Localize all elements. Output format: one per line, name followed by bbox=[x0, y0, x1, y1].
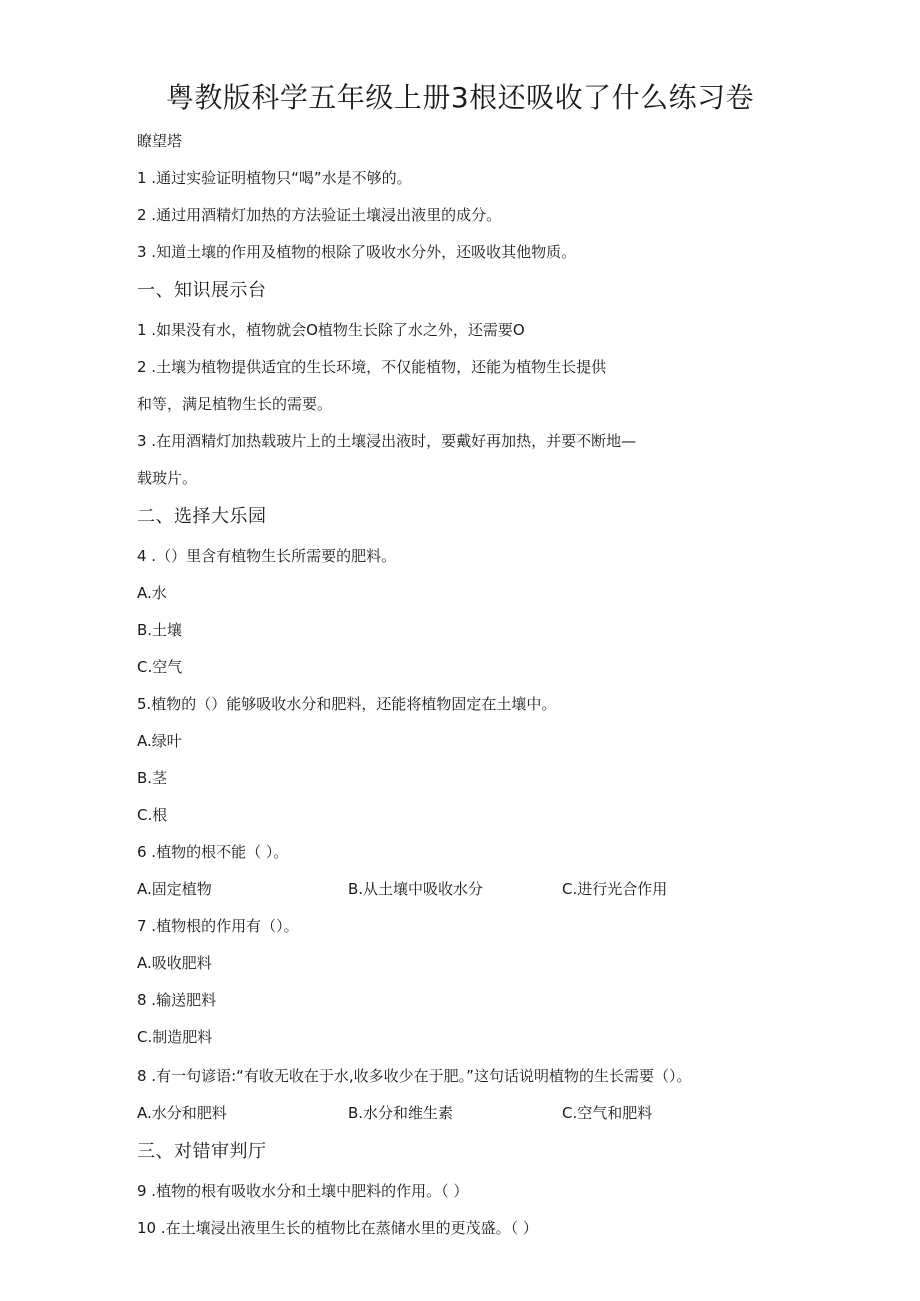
overview-item-3: 3 .知道土壤的作用及植物的根除了吸收水分外，还吸收其他物质。 bbox=[137, 243, 577, 261]
section-1-heading: 一、知识展示台 bbox=[137, 280, 267, 301]
question-6-option-a: A.固定植物 bbox=[137, 880, 212, 898]
question-7-stem: 7 .植物根的作用有（）。 bbox=[137, 917, 299, 935]
question-1: 1 .如果没有水，植物就会O植物生长除了水之外，还需要O bbox=[137, 321, 525, 339]
question-3-line-1: 3 .在用酒精灯加热载玻片上的土壤浸出液时，要戴好再加热，并要不断地— bbox=[137, 432, 637, 450]
overview-heading: 瞭望塔 bbox=[137, 132, 183, 150]
page-title: 粤教版科学五年级上册3根还吸收了什么练习卷 bbox=[165, 81, 755, 114]
question-5-option-c: C.根 bbox=[137, 806, 168, 824]
section-2-heading: 二、选择大乐园 bbox=[137, 506, 267, 527]
question-8-option-b: B.水分和维生素 bbox=[348, 1104, 454, 1122]
question-6-option-c: C.进行光合作用 bbox=[562, 880, 668, 898]
question-8-option-c: C.空气和肥料 bbox=[562, 1104, 653, 1122]
overview-item-2: 2 .通过用酒精灯加热的方法验证土壤浸出液里的成分。 bbox=[137, 206, 502, 224]
question-2-line-1: 2 .土壤为植物提供适宜的生长环境，不仅能植物，还能为植物生长提供 bbox=[137, 358, 607, 376]
question-7-option-c: C.制造肥料 bbox=[137, 1028, 213, 1046]
question-8-stem: 8 .有一句谚语:“有收无收在于水,收多收少在于肥。”这句话说明植物的生长需要（）。 bbox=[137, 1067, 692, 1085]
question-4-stem: 4 .（）里含有植物生长所需要的肥料。 bbox=[137, 547, 397, 565]
overview-item-1: 1 .通过实验证明植物只“喝”水是不够的。 bbox=[137, 169, 412, 187]
question-6-option-b: B.从土壤中吸收水分 bbox=[348, 880, 484, 898]
question-4-option-c: C.空气 bbox=[137, 658, 183, 676]
question-4-option-a: A.水 bbox=[137, 584, 167, 602]
question-5-option-a: A.绿叶 bbox=[137, 732, 182, 750]
question-2-line-2: 和等，满足植物生长的需要。 bbox=[137, 395, 333, 413]
question-9: 9 .植物的根有吸收水分和土壤中肥料的作用。（ ） bbox=[137, 1182, 469, 1200]
question-10: 10 .在土壤浸出液里生长的植物比在蒸储水里的更茂盛。（ ） bbox=[137, 1219, 538, 1237]
question-5-stem: 5.植物的（）能够吸收水分和肥料，还能将植物固定在土壤中。 bbox=[137, 695, 557, 713]
question-8-option-a: A.水分和肥料 bbox=[137, 1104, 227, 1122]
question-6-stem: 6 .植物的根不能（ ）。 bbox=[137, 843, 289, 861]
question-4-option-b: B.土壤 bbox=[137, 621, 183, 639]
question-5-option-b: B.茎 bbox=[137, 769, 168, 787]
section-3-heading: 三、对错审判厅 bbox=[137, 1141, 267, 1162]
question-7-option-a: A.吸收肥料 bbox=[137, 954, 212, 972]
question-3-line-2: 载玻片。 bbox=[137, 469, 198, 487]
question-7-option-b: 8 .输送肥料 bbox=[137, 991, 217, 1009]
